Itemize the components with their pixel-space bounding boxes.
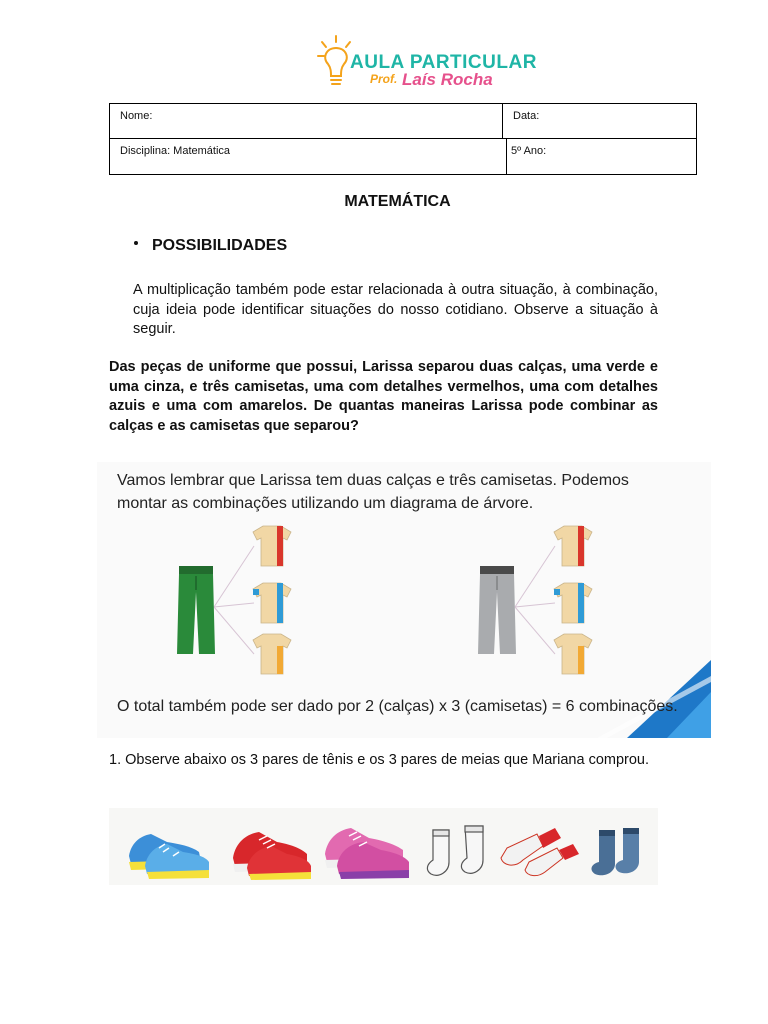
tree-caption-line2: montar as combinações utilizando um diagrama de árvore. [117, 495, 534, 512]
subject-field-label: Disciplina: Matemática [120, 145, 231, 157]
name-field-label: Nome: [120, 110, 153, 122]
question-1: 1. Observe abaixo os 3 pares de tênis e os 3 pares de meias que Mariana comprou. [109, 752, 650, 768]
blue-socks-icon [592, 828, 639, 875]
blue-yellow-sneakers-icon [129, 834, 209, 879]
logo-name: Laís Rocha [402, 70, 493, 89]
shirt-red-icon [554, 526, 592, 566]
tree-diagram [97, 462, 711, 738]
table-row [110, 104, 696, 139]
logo-title: AULA PARTICULAR [350, 52, 537, 73]
grade-field-label: 5º Ano: [511, 145, 547, 157]
page-title: MATEMÁTICA [344, 193, 451, 210]
student-info-table [109, 103, 697, 175]
logo [316, 34, 537, 96]
red-sneakers-icon [233, 832, 311, 880]
pink-sneakers-icon [325, 828, 409, 879]
section-heading [134, 237, 287, 255]
shoes-socks-image [109, 808, 658, 885]
shirt-yellow-icon [554, 634, 592, 674]
white-socks-icon [427, 826, 483, 875]
shirt-blue-icon [554, 583, 592, 623]
tree-caption-line1: Vamos lembrar que Larissa tem duas calças e três camisetas. Podemos [117, 472, 629, 489]
tree-diagram-image [97, 462, 711, 738]
date-field-label: Data: [513, 110, 540, 122]
shirt-red-icon [253, 526, 291, 566]
gray-pants-icon [478, 566, 516, 654]
red-white-socks-icon [501, 828, 579, 876]
green-pants-icon [177, 566, 215, 654]
bullet-icon [134, 241, 138, 245]
logo-prefix: Prof. [370, 72, 398, 86]
shirt-yellow-icon [253, 634, 291, 674]
intro-paragraph: A multiplicação também pode estar relacionada à outra situação, à combinação, cuja ideia pode identificar situações do nosso cotidiano. Observe a situação à seguir. [133, 282, 658, 337]
tree-total-caption: O total também pode ser dado por 2 (calças) x 3 (camisetas) = 6 combinações. [117, 698, 678, 715]
problem-paragraph: Das peças de uniforme que possui, Larissa separou duas calças, uma verde e uma cinza, e três camisetas, uma com detalhes vermelhos, uma com detalhes azuis e uma com amarelos. De quantas maneiras Larissa pode combinar as calças e as camisetas que separou? [109, 359, 658, 434]
section-heading-text: POSSIBILIDADES [152, 237, 288, 254]
shirt-blue-icon [253, 583, 291, 623]
